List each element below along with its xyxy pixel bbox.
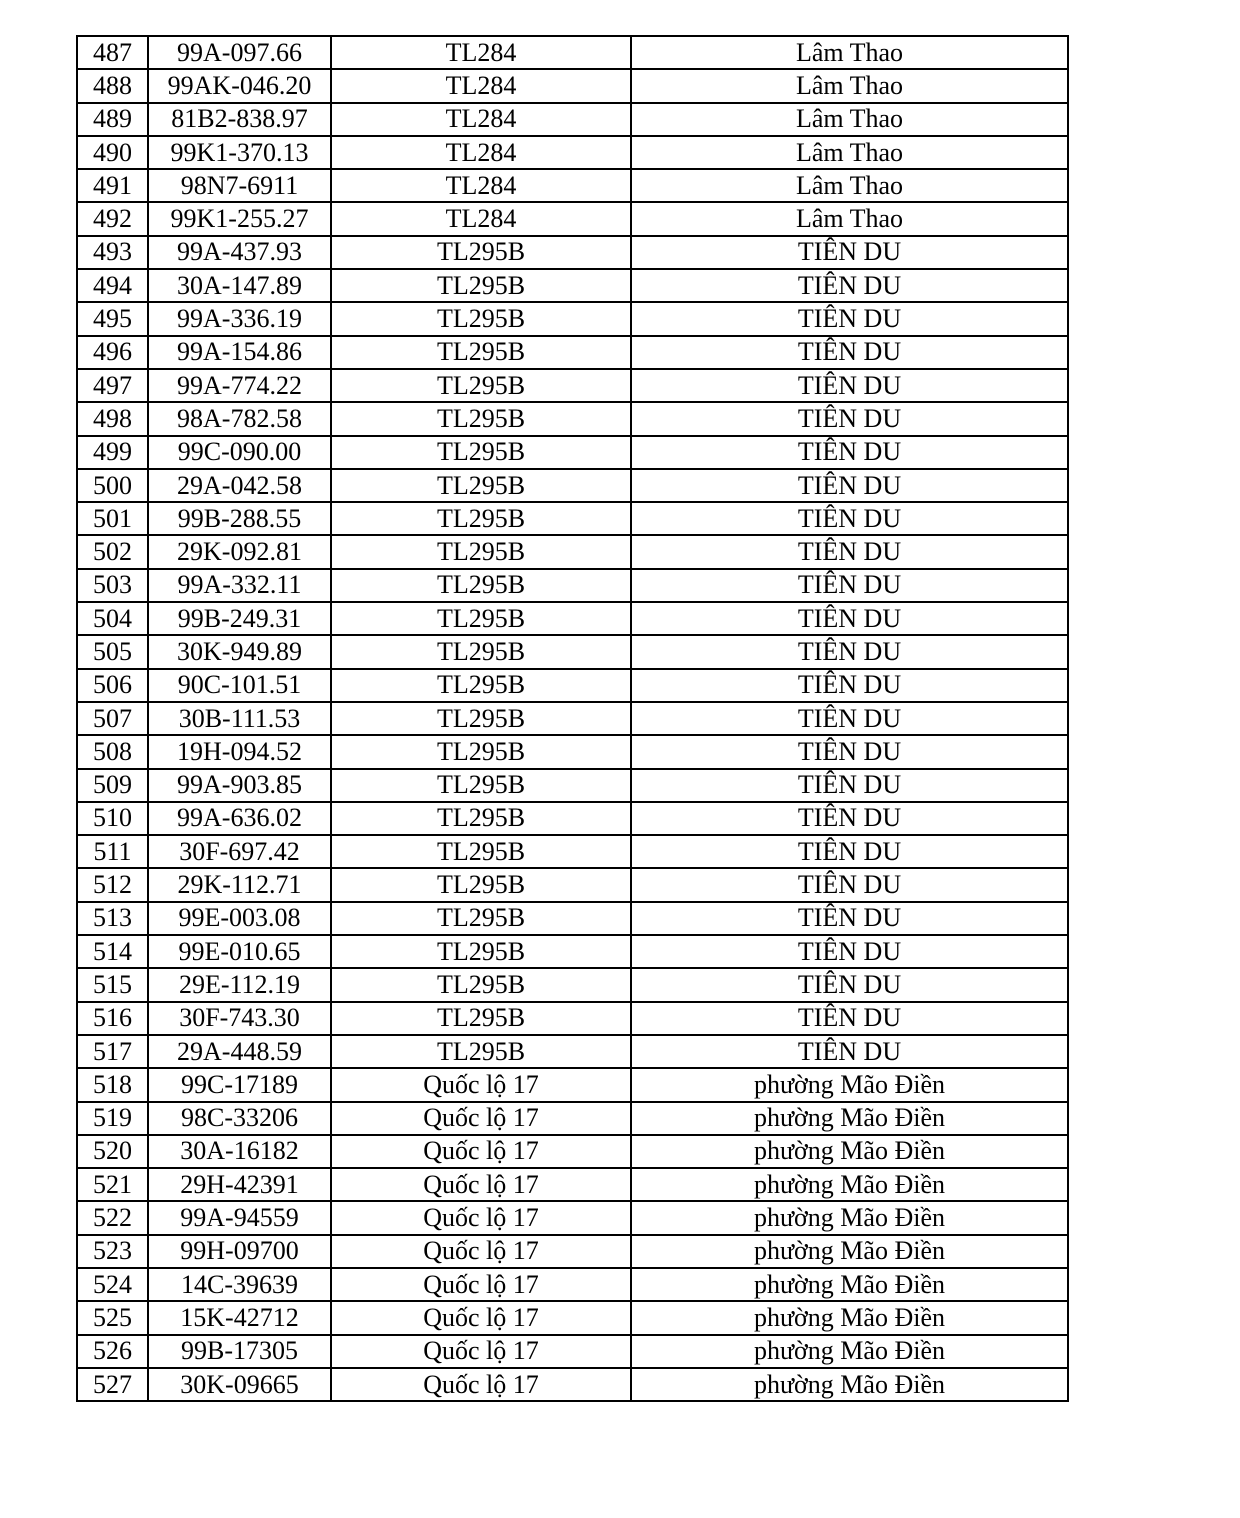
location-cell: TIÊN DU	[631, 835, 1068, 868]
license-plate-cell: 29K-112.71	[148, 868, 331, 901]
row-number-cell: 509	[77, 769, 148, 802]
table-row	[77, 902, 1068, 935]
table-row	[77, 735, 1068, 768]
license-plate-cell: 90C-101.51	[148, 669, 331, 702]
row-number-cell: 517	[77, 1035, 148, 1068]
location-cell: TIÊN DU	[631, 402, 1068, 435]
table-row	[77, 1235, 1068, 1268]
road-cell: TL295B	[331, 802, 631, 835]
location-cell: TIÊN DU	[631, 902, 1068, 935]
row-number-cell: 514	[77, 935, 148, 968]
table-row	[77, 802, 1068, 835]
row-number-cell: 518	[77, 1068, 148, 1101]
table-row	[77, 269, 1068, 302]
road-cell: Quốc lộ 17	[331, 1068, 631, 1101]
road-cell: TL295B	[331, 769, 631, 802]
road-cell: TL295B	[331, 402, 631, 435]
row-number-cell: 506	[77, 669, 148, 702]
location-cell: TIÊN DU	[631, 669, 1068, 702]
location-cell: TIÊN DU	[631, 336, 1068, 369]
table-row	[77, 402, 1068, 435]
road-cell: TL295B	[331, 336, 631, 369]
road-cell: Quốc lộ 17	[331, 1201, 631, 1234]
table-row	[77, 669, 1068, 702]
license-plate-cell: 99E-010.65	[148, 935, 331, 968]
table-row	[77, 535, 1068, 568]
row-number-cell: 491	[77, 169, 148, 202]
license-plate-cell: 29A-042.58	[148, 469, 331, 502]
table-row	[77, 1201, 1068, 1234]
row-number-cell: 488	[77, 69, 148, 102]
table-row	[77, 469, 1068, 502]
license-plate-cell: 99B-17305	[148, 1335, 331, 1368]
location-cell: TIÊN DU	[631, 935, 1068, 968]
row-number-cell: 493	[77, 236, 148, 269]
location-cell: TIÊN DU	[631, 802, 1068, 835]
location-cell: Lâm Thao	[631, 202, 1068, 235]
license-plate-cell: 99K1-255.27	[148, 202, 331, 235]
license-plate-cell: 30F-697.42	[148, 835, 331, 868]
table-row	[77, 868, 1068, 901]
road-cell: Quốc lộ 17	[331, 1135, 631, 1168]
license-plate-cell: 98A-782.58	[148, 402, 331, 435]
table-row	[77, 103, 1068, 136]
row-number-cell: 527	[77, 1368, 148, 1401]
row-number-cell: 501	[77, 502, 148, 535]
table-row	[77, 302, 1068, 335]
table-row	[77, 69, 1068, 102]
license-plate-cell: 98C-33206	[148, 1102, 331, 1135]
row-number-cell: 499	[77, 436, 148, 469]
row-number-cell: 496	[77, 336, 148, 369]
license-plate-cell: 99A-636.02	[148, 802, 331, 835]
location-cell: TIÊN DU	[631, 1002, 1068, 1035]
road-cell: TL284	[331, 136, 631, 169]
row-number-cell: 511	[77, 835, 148, 868]
table-row	[77, 1301, 1068, 1334]
road-cell: TL295B	[331, 369, 631, 402]
road-cell: TL295B	[331, 1002, 631, 1035]
table-row	[77, 136, 1068, 169]
table-row	[77, 1102, 1068, 1135]
road-cell: TL295B	[331, 469, 631, 502]
road-cell: TL295B	[331, 702, 631, 735]
table-row	[77, 702, 1068, 735]
license-plate-cell: 29H-42391	[148, 1168, 331, 1201]
location-cell: Lâm Thao	[631, 36, 1068, 69]
license-plate-cell: 30A-147.89	[148, 269, 331, 302]
license-plate-cell: 99A-437.93	[148, 236, 331, 269]
license-plate-cell: 99A-774.22	[148, 369, 331, 402]
license-plate-cell: 99C-090.00	[148, 436, 331, 469]
location-cell: TIÊN DU	[631, 769, 1068, 802]
row-number-cell: 508	[77, 735, 148, 768]
location-cell: phường Mão Điền	[631, 1135, 1068, 1168]
license-plate-cell: 98N7-6911	[148, 169, 331, 202]
license-plate-cell: 30A-16182	[148, 1135, 331, 1168]
road-cell: TL295B	[331, 569, 631, 602]
table-row	[77, 1368, 1068, 1401]
row-number-cell: 495	[77, 302, 148, 335]
road-cell: TL295B	[331, 436, 631, 469]
location-cell: phường Mão Điền	[631, 1268, 1068, 1301]
road-cell: TL295B	[331, 935, 631, 968]
license-plate-cell: 29A-448.59	[148, 1035, 331, 1068]
row-number-cell: 505	[77, 635, 148, 668]
table-row	[77, 502, 1068, 535]
road-cell: TL284	[331, 202, 631, 235]
location-cell: phường Mão Điền	[631, 1235, 1068, 1268]
license-plate-cell: 81B2-838.97	[148, 103, 331, 136]
license-plate-cell: 30K-09665	[148, 1368, 331, 1401]
location-cell: TIÊN DU	[631, 535, 1068, 568]
road-cell: Quốc lộ 17	[331, 1301, 631, 1334]
road-cell: TL284	[331, 69, 631, 102]
road-cell: Quốc lộ 17	[331, 1335, 631, 1368]
row-number-cell: 490	[77, 136, 148, 169]
license-plate-cell: 99B-249.31	[148, 602, 331, 635]
location-cell: TIÊN DU	[631, 436, 1068, 469]
location-cell: TIÊN DU	[631, 469, 1068, 502]
location-cell: phường Mão Điền	[631, 1301, 1068, 1334]
row-number-cell: 492	[77, 202, 148, 235]
row-number-cell: 524	[77, 1268, 148, 1301]
license-plate-cell: 99B-288.55	[148, 502, 331, 535]
row-number-cell: 507	[77, 702, 148, 735]
road-cell: TL284	[331, 103, 631, 136]
table-row	[77, 968, 1068, 1001]
vehicle-plate-table	[76, 35, 1069, 1402]
location-cell: TIÊN DU	[631, 635, 1068, 668]
row-number-cell: 504	[77, 602, 148, 635]
license-plate-cell: 29K-092.81	[148, 535, 331, 568]
license-plate-cell: 99A-336.19	[148, 302, 331, 335]
table-body	[77, 36, 1068, 1401]
license-plate-cell: 99H-09700	[148, 1235, 331, 1268]
location-cell: phường Mão Điền	[631, 1368, 1068, 1401]
row-number-cell: 521	[77, 1168, 148, 1201]
table-row	[77, 1002, 1068, 1035]
table-row	[77, 569, 1068, 602]
row-number-cell: 497	[77, 369, 148, 402]
license-plate-cell: 99A-154.86	[148, 336, 331, 369]
license-plate-cell: 14C-39639	[148, 1268, 331, 1301]
road-cell: TL295B	[331, 502, 631, 535]
table-row	[77, 1335, 1068, 1368]
location-cell: TIÊN DU	[631, 569, 1068, 602]
location-cell: phường Mão Điền	[631, 1168, 1068, 1201]
road-cell: TL295B	[331, 835, 631, 868]
table-row	[77, 769, 1068, 802]
table-row	[77, 169, 1068, 202]
license-plate-cell: 19H-094.52	[148, 735, 331, 768]
road-cell: TL295B	[331, 735, 631, 768]
table-row	[77, 635, 1068, 668]
license-plate-cell: 99AK-046.20	[148, 69, 331, 102]
location-cell: phường Mão Điền	[631, 1102, 1068, 1135]
row-number-cell: 510	[77, 802, 148, 835]
license-plate-cell: 30K-949.89	[148, 635, 331, 668]
table-row	[77, 336, 1068, 369]
road-cell: TL295B	[331, 602, 631, 635]
row-number-cell: 487	[77, 36, 148, 69]
row-number-cell: 525	[77, 1301, 148, 1334]
road-cell: TL295B	[331, 669, 631, 702]
location-cell: Lâm Thao	[631, 136, 1068, 169]
location-cell: TIÊN DU	[631, 868, 1068, 901]
license-plate-cell: 15K-42712	[148, 1301, 331, 1334]
row-number-cell: 515	[77, 968, 148, 1001]
row-number-cell: 494	[77, 269, 148, 302]
road-cell: Quốc lộ 17	[331, 1368, 631, 1401]
license-plate-cell: 30F-743.30	[148, 1002, 331, 1035]
license-plate-cell: 99A-94559	[148, 1201, 331, 1234]
location-cell: phường Mão Điền	[631, 1335, 1068, 1368]
row-number-cell: 489	[77, 103, 148, 136]
road-cell: TL295B	[331, 968, 631, 1001]
license-plate-cell: 99K1-370.13	[148, 136, 331, 169]
road-cell: Quốc lộ 17	[331, 1102, 631, 1135]
road-cell: TL295B	[331, 269, 631, 302]
row-number-cell: 512	[77, 868, 148, 901]
location-cell: TIÊN DU	[631, 369, 1068, 402]
location-cell: Lâm Thao	[631, 69, 1068, 102]
location-cell: phường Mão Điền	[631, 1201, 1068, 1234]
table-row	[77, 835, 1068, 868]
road-cell: TL295B	[331, 1035, 631, 1068]
table-row	[77, 202, 1068, 235]
license-plate-cell: 29E-112.19	[148, 968, 331, 1001]
road-cell: TL284	[331, 36, 631, 69]
table-row	[77, 1068, 1068, 1101]
row-number-cell: 513	[77, 902, 148, 935]
license-plate-cell: 99A-903.85	[148, 769, 331, 802]
table-row	[77, 236, 1068, 269]
road-cell: TL295B	[331, 236, 631, 269]
road-cell: TL295B	[331, 635, 631, 668]
location-cell: TIÊN DU	[631, 735, 1068, 768]
license-plate-cell: 99A-097.66	[148, 36, 331, 69]
road-cell: TL295B	[331, 902, 631, 935]
location-cell: Lâm Thao	[631, 169, 1068, 202]
location-cell: phường Mão Điền	[631, 1068, 1068, 1101]
table-row	[77, 36, 1068, 69]
license-plate-cell: 99E-003.08	[148, 902, 331, 935]
table-row	[77, 1135, 1068, 1168]
row-number-cell: 523	[77, 1235, 148, 1268]
location-cell: TIÊN DU	[631, 302, 1068, 335]
row-number-cell: 503	[77, 569, 148, 602]
road-cell: TL295B	[331, 868, 631, 901]
table-row	[77, 1268, 1068, 1301]
row-number-cell: 516	[77, 1002, 148, 1035]
location-cell: TIÊN DU	[631, 502, 1068, 535]
row-number-cell: 500	[77, 469, 148, 502]
location-cell: TIÊN DU	[631, 602, 1068, 635]
row-number-cell: 519	[77, 1102, 148, 1135]
table-row	[77, 935, 1068, 968]
location-cell: TIÊN DU	[631, 968, 1068, 1001]
table-row	[77, 369, 1068, 402]
row-number-cell: 522	[77, 1201, 148, 1234]
row-number-cell: 526	[77, 1335, 148, 1368]
road-cell: TL284	[331, 169, 631, 202]
table-row	[77, 1035, 1068, 1068]
location-cell: Lâm Thao	[631, 103, 1068, 136]
license-plate-cell: 99C-17189	[148, 1068, 331, 1101]
table-row	[77, 602, 1068, 635]
row-number-cell: 502	[77, 535, 148, 568]
road-cell: TL295B	[331, 535, 631, 568]
table-row	[77, 436, 1068, 469]
road-cell: Quốc lộ 17	[331, 1268, 631, 1301]
location-cell: TIÊN DU	[631, 1035, 1068, 1068]
location-cell: TIÊN DU	[631, 236, 1068, 269]
road-cell: Quốc lộ 17	[331, 1168, 631, 1201]
row-number-cell: 498	[77, 402, 148, 435]
row-number-cell: 520	[77, 1135, 148, 1168]
license-plate-cell: 99A-332.11	[148, 569, 331, 602]
road-cell: TL295B	[331, 302, 631, 335]
location-cell: TIÊN DU	[631, 269, 1068, 302]
table-row	[77, 1168, 1068, 1201]
license-plate-cell: 30B-111.53	[148, 702, 331, 735]
road-cell: Quốc lộ 17	[331, 1235, 631, 1268]
location-cell: TIÊN DU	[631, 702, 1068, 735]
